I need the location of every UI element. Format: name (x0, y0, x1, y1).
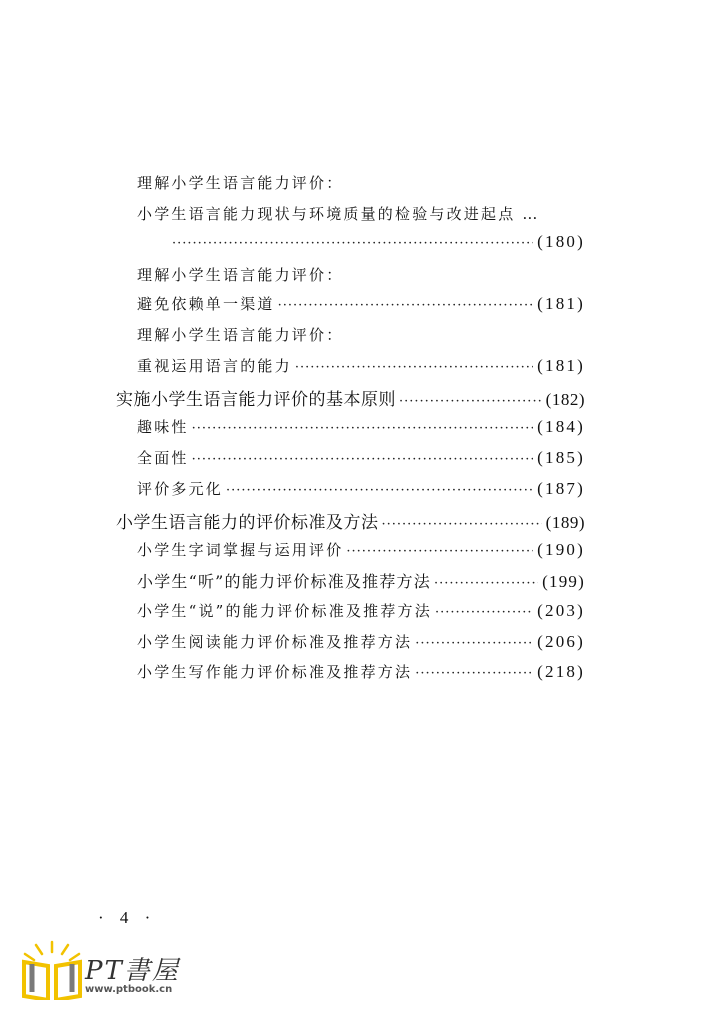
toc-entry (137, 600, 585, 621)
dot-leader (192, 421, 534, 436)
toc-section (116, 385, 585, 410)
logo-text: PT書屋 (85, 956, 180, 986)
dot-leader (434, 576, 538, 591)
dot-leader (382, 517, 542, 532)
toc-entry-title: 评价多元化 (137, 480, 224, 498)
dot-leader (415, 666, 533, 681)
toc-entry-title: 小学生“说”的能力评价标准及推荐方法 (137, 602, 432, 620)
toc-entry-title: 小学生“听”的能力评价标准及推荐方法 (137, 572, 431, 591)
toc-entry (137, 264, 585, 285)
toc-entry-page: (181) (537, 294, 585, 313)
toc-entry-page: (182) (545, 390, 585, 409)
dot-leader (278, 298, 534, 313)
dot-leader (192, 452, 534, 467)
toc-entry (137, 569, 585, 592)
dot-leader (226, 483, 533, 498)
toc-entry-page: (190) (537, 540, 585, 559)
toc-entry-title: 避免依赖单一渠道 (137, 295, 275, 313)
toc-entry (137, 416, 585, 437)
toc-section-title: 小学生语言能力的评价标准及方法 (116, 513, 379, 533)
toc-entry-page: (189) (545, 513, 585, 532)
toc-entry-title: 小学生语言能力现状与环境质量的检验与改进起点 … (137, 205, 540, 223)
toc-entry-page: (180) (537, 232, 585, 251)
toc-section-title: 实施小学生语言能力评价的基本原则 (116, 390, 396, 410)
toc-entry-title: 小学生阅读能力评价标准及推荐方法 (137, 633, 413, 651)
page-number: · 4 · (98, 908, 157, 927)
toc-entry-page: (218) (537, 662, 585, 681)
dot-leader (295, 360, 533, 375)
toc-entry (137, 447, 585, 468)
logo-url: www.ptbook.cn (85, 984, 173, 995)
toc-entry (137, 203, 585, 224)
dot-leader (172, 236, 533, 251)
toc-entry (172, 232, 585, 252)
toc-entry (137, 478, 585, 499)
toc-entry-page: (181) (537, 356, 585, 375)
toc-entry (137, 539, 585, 560)
dot-leader (399, 394, 542, 409)
toc-entry-title: 理解小学生语言能力评价： (137, 266, 344, 284)
toc-entry (137, 661, 585, 682)
toc-entry-title: 全面性 (137, 449, 189, 467)
toc-section (116, 508, 585, 533)
toc-entry-title: 重视运用语言的能力 (137, 357, 292, 375)
toc-entry-title: 趣味性 (137, 418, 189, 436)
toc-entry-title: 小学生写作能力评价标准及推荐方法 (137, 663, 413, 681)
toc-entry-page: (184) (537, 417, 585, 436)
toc-entry-page: (199) (542, 572, 585, 591)
dot-leader (346, 544, 533, 559)
toc-entry-page: (185) (537, 448, 585, 467)
toc-entry (137, 355, 585, 376)
toc-entry-title: 小学生字词掌握与运用评价 (137, 541, 344, 559)
toc-entry (137, 324, 585, 345)
toc-entry-page: (206) (537, 632, 585, 651)
dot-leader (415, 636, 533, 651)
toc-entry (137, 293, 585, 314)
toc-entry-page: (187) (537, 479, 585, 498)
toc-entry-page: (203) (537, 601, 585, 620)
toc-entry-title: 理解小学生语言能力评价： (137, 174, 344, 192)
toc-entry (137, 631, 585, 652)
toc-entry-title: 理解小学生语言能力评价： (137, 326, 344, 344)
dot-leader (435, 605, 533, 620)
toc-entry (137, 172, 585, 193)
